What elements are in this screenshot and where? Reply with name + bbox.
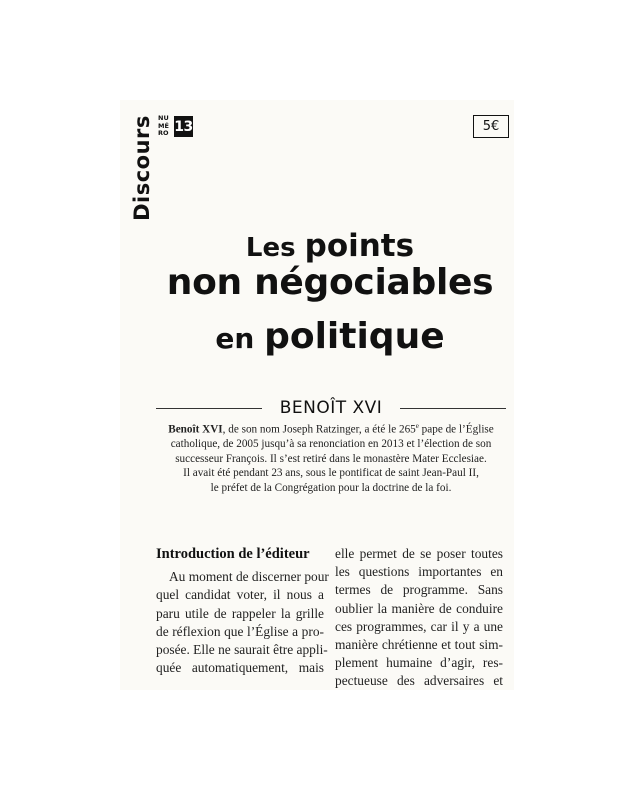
bio-author-name: Benoît XVI [168,423,223,436]
text-line: de réflexion que l’Église a pro- [156,623,324,639]
text-line: posée. Elle ne saurait être appli- [156,642,328,658]
numero-line: RO [158,129,169,137]
text-line: oublier la manière de conduire [335,600,503,616]
text-line: termes de programme. Sans [335,582,503,598]
text-line: Au moment de discerner pour [169,569,329,585]
issue-number: 13 [174,116,193,137]
author-bio [150,419,512,495]
text-line: elle permet de se poser toutes [335,546,503,561]
title-line-3: en politique [215,316,445,357]
divider-right [400,408,506,409]
intro-heading: Introduction de l’éditeur [156,546,310,562]
text-line: ces programmes, car il y a une [335,618,503,634]
bio-line-1: catholique, de 2005 jusqu’à sa renonciation en 2013 et l’élection de son [170,438,492,451]
author-row [156,398,506,418]
author-name: BENOÎT XVI [279,398,383,418]
text-line: paru utile de rappeler la grille [156,605,324,621]
bio-line-3: Il avait été pendant 23 ans, sous le pontificat de saint Jean-Paul II, [183,467,479,480]
numero-label [158,115,169,138]
text-line: pectueuse des adversaires et [335,673,503,689]
text-line: plement humaine d’agir, res- [335,655,503,671]
text-line: les questions importantes en [335,564,503,580]
numero-line: MÉ [158,121,169,130]
intro-column-left [156,545,329,677]
series-label: Discours [130,115,154,221]
bio-line-2: successeur François. Il s’est retiré dans le monastère Mater Ecclesiae. [175,452,487,465]
text-line: quel candidat voter, il nous a [156,587,324,603]
title-line-1: Les points [245,228,415,264]
text-line: manière chrétienne et tout sim- [335,637,503,653]
bio-line-4: le préfet de la Congrégation pour la doctrine de la foi. [210,481,452,494]
bio-line-0: Benoît XVI, de son nom Joseph Ratzinger, a été le 265e pape de l’Église [168,422,494,436]
numero-line: NU [158,114,169,122]
intro-column-right [335,545,503,691]
text-line: quée automatiquement, mais [156,660,324,676]
price-badge: 5€ [473,115,509,138]
divider-left [156,408,262,409]
title-line-2: non négociables [166,262,494,303]
